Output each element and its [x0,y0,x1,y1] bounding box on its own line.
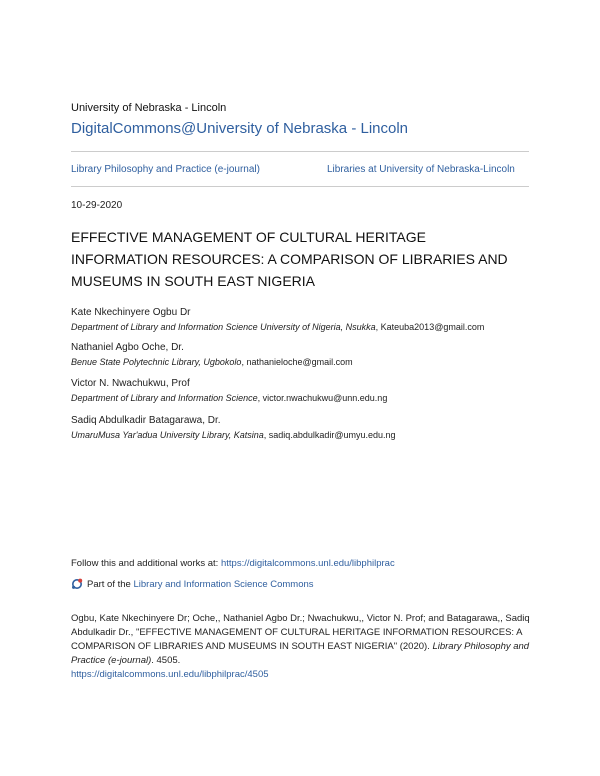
author-email: , victor.nwachukwu@unn.edu.ng [257,393,388,403]
author-email: , sadiq.abdulkadir@umyu.edu.ng [263,430,396,440]
author-name: Nathaniel Agbo Oche, Dr. [71,342,184,353]
author-block [71,307,484,332]
citation-journal: Library Philosophy and Practice (e-journal) [71,641,530,666]
author-name: Kate Nkechinyere Ogbu Dr [71,307,191,318]
repository-link[interactable]: DigitalCommons@University of Nebraska - Lincoln [71,120,409,137]
divider [71,151,529,152]
follow-line: Follow this and additional works at: https://digitalcommons.unl.edu/libphilprac [71,558,395,569]
collection-link-libraries[interactable]: Libraries at University of Nebraska-Lincoln [327,164,515,175]
author-name: Victor N. Nwachukwu, Prof [71,378,190,389]
title-line: MUSEUMS IN SOUTH EAST NIGERIA [71,273,315,289]
follow-link[interactable]: https://digitalcommons.unl.edu/libphilprac [220,558,395,569]
author-affiliation: Department of Library and Information Science University of Nigeria, Nsukka, Kateuba2013@gmail.com [71,322,485,332]
citation-url[interactable]: https://digitalcommons.unl.edu/libphilprac/4505 [71,669,269,680]
commons-link[interactable]: Library and Information Science Commons [133,579,314,590]
part-of-line: Part of the Library and Information Science Commons [71,578,314,593]
author-name: Sadiq Abdulkadir Batagarawa, Dr. [71,415,221,426]
collection-link-journal[interactable]: Library Philosophy and Practice (e-journal) [71,164,260,175]
author-email: , Kateuba2013@gmail.com [375,322,485,332]
author-block [71,378,387,403]
network-icon [71,578,83,593]
divider [71,186,529,187]
title-line: INFORMATION RESOURCES: A COMPARISON OF LIBRARIES AND [71,251,508,267]
citation: Ogbu, Kate Nkechinyere Dr; Oche,, Nathaniel Agbo Dr.; Nwachukwu,, Victor N. Prof; and Batagarawa,, Sadiq Abdulkadir Dr., "EFFECTIVE MANAGEMENT OF CULTURAL HERITAGE INFORMATION RESOURCES: A COMPARISON OF LIBRARIES AND MUSEUMS IN SOUTH EAST NIGERIA" (2020). Library Philosophy and Practice (e-journal). 4505. https://digitalcommons.unl.edu/libphilprac/4505 [71,613,530,680]
author-affiliation: Benue State Polytechnic Library, Ugbokolo, nathanieloche@gmail.com [71,357,353,367]
article-title [71,226,531,292]
author-email: , nathanieloche@gmail.com [241,357,353,367]
title-line: EFFECTIVE MANAGEMENT OF CULTURAL HERITAGE [71,229,426,245]
publication-date: 10-29-2020 [71,200,123,211]
author-block [71,415,396,440]
author-affiliation: Department of Library and Information Science, victor.nwachukwu@unn.edu.ng [71,393,388,403]
author-block [71,342,353,367]
institution-name: University of Nebraska - Lincoln [71,102,227,114]
author-affiliation: UmaruMusa Yar'adua University Library, Katsina, sadiq.abdulkadir@umyu.edu.ng [71,430,396,440]
